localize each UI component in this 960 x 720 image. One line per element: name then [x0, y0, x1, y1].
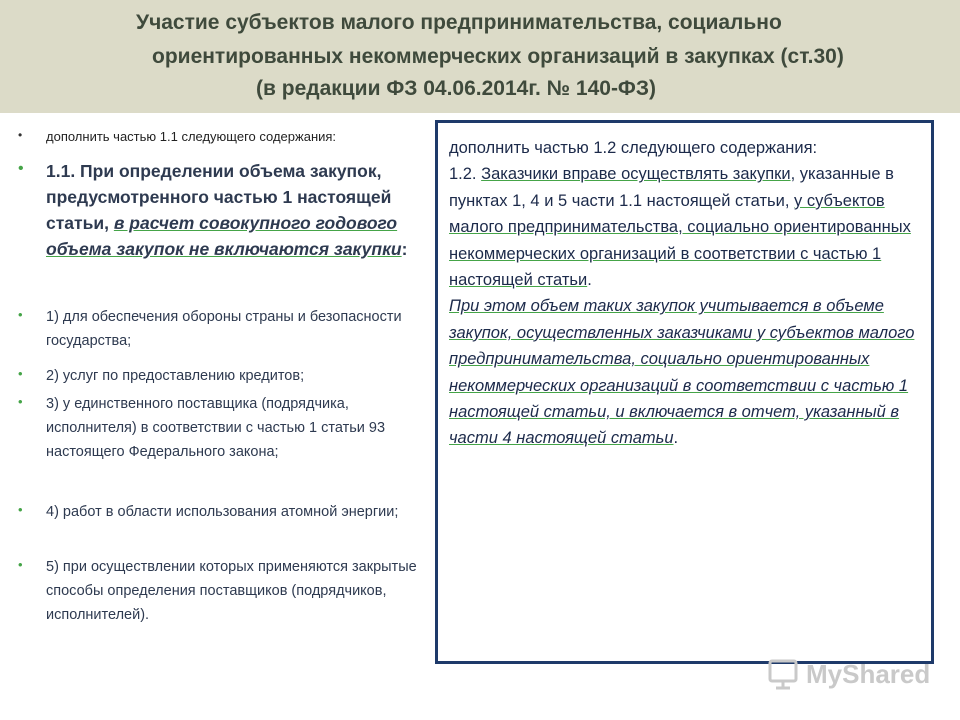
list-item-text: 4) работ в области использования атомной энергии;	[46, 504, 399, 520]
clause-1-2-plain-2: .	[587, 271, 592, 290]
list-item-text: 5) при осуществлении которых применяются закрытые способы определения поставщиков (подрядчиков, исполнителей).	[46, 559, 417, 623]
bullet-icon: •	[18, 557, 23, 572]
intro-text: дополнить частью 1.1 следующего содержания:	[46, 129, 337, 144]
bullet-icon: •	[18, 502, 23, 517]
watermark-text: MyShared	[806, 658, 931, 689]
slide-title-line-1: Участие субъектов малого предпринимательства, социально	[136, 11, 782, 34]
clause-1-2-intro: дополнить частью 1.2 следующего содержания:	[449, 139, 818, 157]
bullet-icon: •	[18, 128, 23, 142]
clause-1-1-tail: :	[401, 239, 408, 259]
clause-1-1-text	[46, 158, 436, 262]
clause-1-2-underlined-1: Заказчики вправе осуществлять закупки	[481, 165, 791, 184]
clause-1-2-plain-1: , указанные в пунктах 1, 4 и 5 части 1.1 настоящей статьи,	[449, 165, 894, 210]
clause-1-1-underlined: в расчет совокупного годового объема закупок не включаются закупки	[46, 213, 402, 259]
slide-header	[0, 0, 960, 113]
slide-title-line-2: ориентированных некоммерческих организаций в закупках (ст.30)	[152, 45, 844, 68]
list-item-text: 2) услуг по предоставлению кредитов;	[46, 368, 305, 384]
clause-1-2-content	[449, 135, 927, 452]
clause-1-2-end: .	[673, 429, 679, 448]
clause-1-2-italic-underlined: При этом объем таких закупок учитывается в объеме закупок, осуществленных заказчиками у субъектов малого предпринимательства, социально ориентированных некоммерческих организаций в соответствии с частью 1 настоящей статьи, и включается в отчет, указанный в части 4 настоящей статьи	[449, 297, 915, 448]
clause-1-1-plain: 1.1. При определении объема закупок, предусмотренного частью 1 настоящей статьи,	[46, 161, 392, 233]
bullet-icon: •	[18, 366, 23, 381]
clause-1-2-underlined-2: у субъектов малого предпринимательства, социально ориентированных некоммерческих организаций в соответствии с частью 1 настоящей статьи	[449, 191, 911, 290]
list-item-text: 1) для обеспечения обороны страны и безопасности государства;	[46, 309, 402, 349]
clause-1-2-number: 1.2.	[449, 165, 482, 184]
bullet-icon: •	[18, 307, 23, 322]
bullet-icon: •	[18, 160, 24, 177]
clause-1-2-note	[449, 293, 927, 451]
bullet-icon: •	[18, 394, 23, 409]
list-item-text: 3) у единственного поставщика (подрядчика, исполнителя) в соответствии с частью 1 статьи 93 настоящего Федерального закона;	[46, 396, 386, 460]
clause-1-2-body	[449, 161, 927, 293]
presentation-icon	[766, 657, 800, 691]
clause-1-2-box	[435, 120, 934, 664]
watermark	[766, 654, 930, 694]
slide-subtitle: (в редакции ФЗ 04.06.2014г. № 140-ФЗ)	[256, 77, 657, 100]
